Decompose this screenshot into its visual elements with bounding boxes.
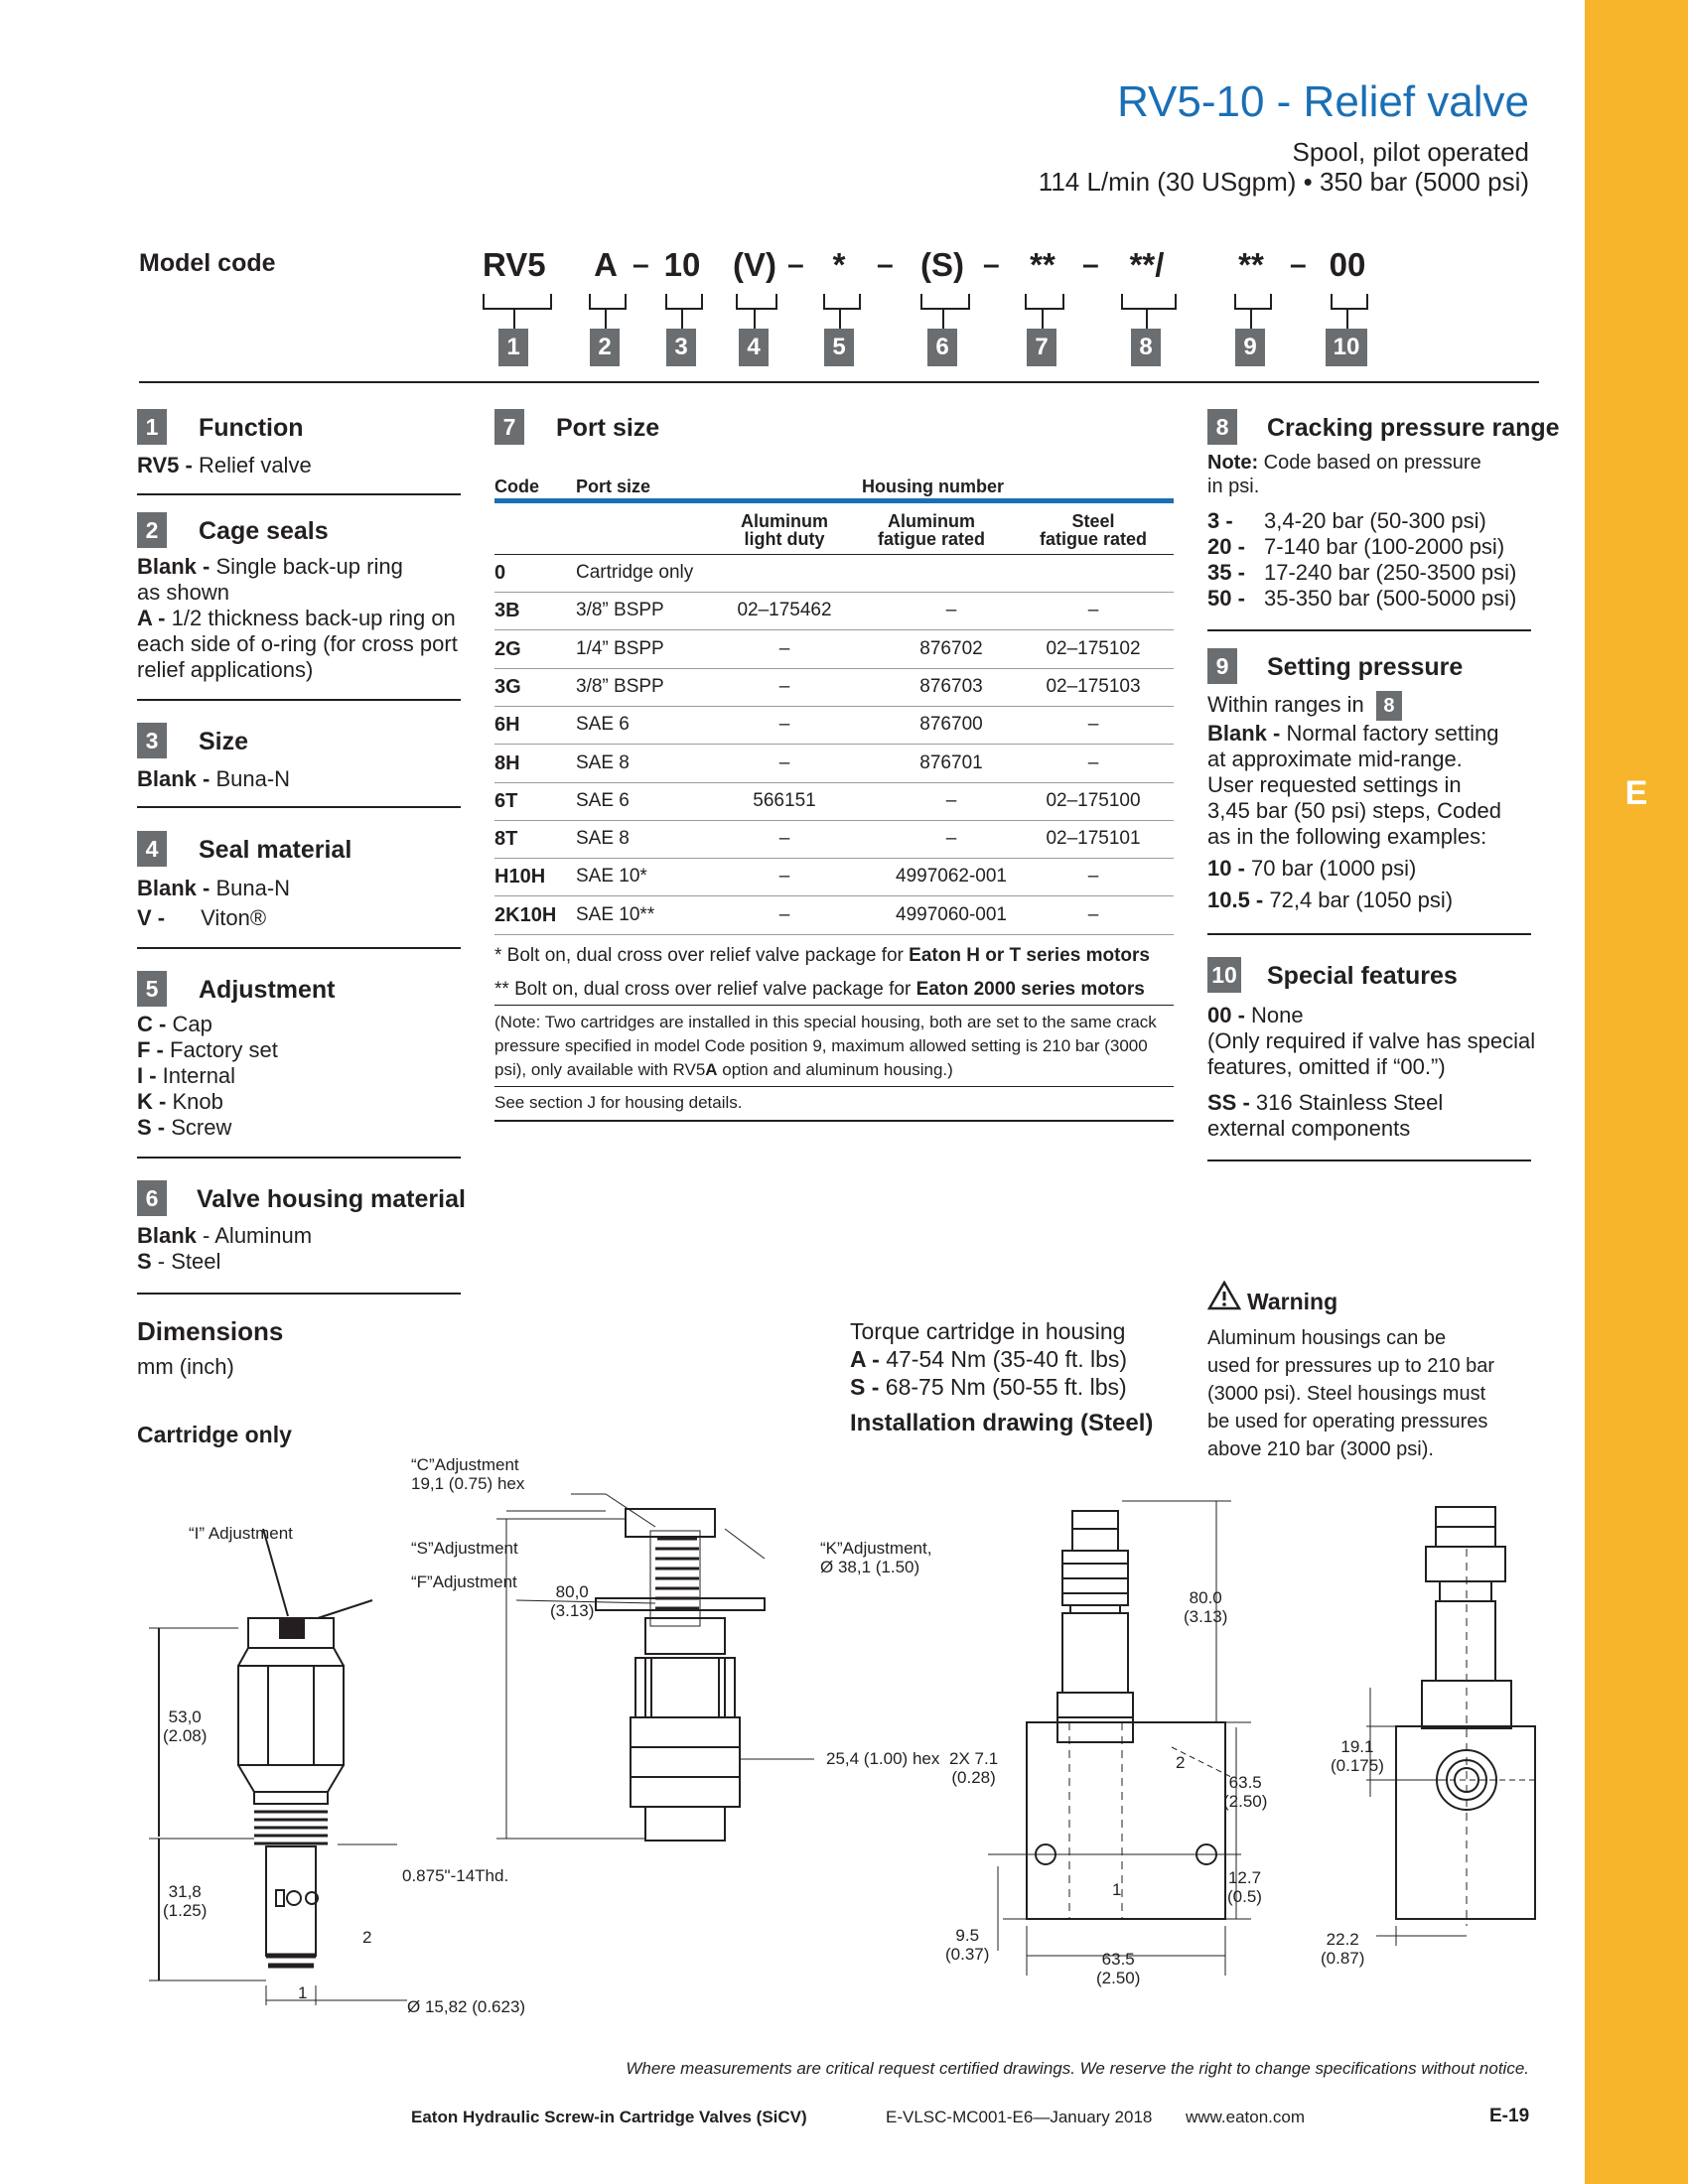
model-code-token-6: (S)	[920, 246, 964, 283]
housing-material-text: Blank - Aluminum S - Steel	[137, 1223, 313, 1274]
model-code-bracket	[1121, 294, 1177, 310]
label-thread: 0.875"-14Thd.	[402, 1866, 509, 1885]
section-8-badge: 8	[1207, 409, 1237, 445]
table-cell-code: 8H	[494, 751, 520, 774]
cracking-list: 3 - 3,4-20 bar (50-300 psi) 20 - 7-140 bar (100-2000 psi) 35 - 17-240 bar (250-3500 psi) 50 - 35-350 bar (500-5000 psi)	[1207, 508, 1517, 611]
port-table-bottom-rule	[494, 1120, 1174, 1122]
model-code-token-7: **	[1030, 246, 1055, 283]
table-cell-al_light: –	[778, 675, 790, 697]
port-table-row-rule	[494, 668, 1174, 669]
cracking-note: Note: Code based on pressure in psi.	[1207, 452, 1481, 497]
port-table-sub-steel: Steel fatigue rated	[1039, 511, 1148, 549]
section-10-badge: 10	[1207, 957, 1241, 993]
side-tab	[1585, 0, 1688, 2184]
port-table-row-rule	[494, 706, 1174, 707]
section-divider	[137, 493, 461, 495]
model-code-token-10: 00	[1329, 246, 1366, 283]
port-table-see-section: See section J for housing details.	[494, 1093, 743, 1112]
model-code-stem	[1042, 310, 1044, 329]
section-function-title: Function	[199, 414, 304, 442]
dim-steel-63-5: 63.5 (2.50)	[1223, 1773, 1268, 1811]
section-cage-seals-title: Cage seals	[199, 517, 329, 545]
model-code-position-6: 6	[927, 329, 957, 366]
adjustment-cartridge-drawing	[496, 1494, 814, 1841]
port-table-sub-al-light: Aluminum light duty	[741, 511, 828, 549]
table-cell-port: Cartridge only	[576, 562, 694, 583]
label-port-2: 2	[362, 1928, 372, 1947]
table-cell-code: H10H	[494, 866, 546, 888]
model-code-dash: –	[1290, 248, 1307, 281]
dim-steel-22-2: 22.2 (0.87)	[1321, 1930, 1365, 1968]
model-code-bracket	[1025, 294, 1064, 310]
model-code-token-1: RV5	[483, 246, 546, 283]
model-code-position-5: 5	[824, 329, 854, 366]
dimensions-units: mm (inch)	[137, 1354, 234, 1379]
model-code-bracket	[665, 294, 703, 310]
port-table-col-code: Code	[494, 477, 539, 496]
section-divider	[137, 699, 461, 701]
section-special-title: Special features	[1267, 962, 1458, 990]
model-code-dash: –	[983, 248, 1000, 281]
size-text: Blank - Buna-N	[137, 766, 291, 791]
section-cracking-title: Cracking pressure range	[1267, 414, 1560, 442]
cage-seals-text: Blank - Single back-up ring as shown A - 1/2 thickness back-up ring on each side of o-ring (for cross port relief applications)	[137, 554, 458, 682]
section-7-badge: 7	[494, 409, 524, 445]
table-cell-al_fat: 4997062-001	[896, 866, 1007, 887]
dim-steel-80: 80.0 (3.13)	[1184, 1588, 1228, 1626]
model-code-stem	[942, 310, 944, 329]
table-cell-code: 2K10H	[494, 903, 557, 926]
model-code-stem	[681, 310, 683, 329]
adjustment-list: C - Cap F - Factory set I - Internal K - Knob S - Screw	[137, 1012, 278, 1140]
model-code-bracket	[1331, 294, 1368, 310]
table-cell-al_light: –	[778, 637, 790, 659]
port-table-row-rule	[494, 1005, 1174, 1006]
table-cell-al_fat: 876700	[919, 714, 983, 736]
model-code-stem	[605, 310, 607, 329]
model-code-divider	[139, 381, 1539, 383]
table-cell-port: SAE 8	[576, 828, 630, 850]
section-1-badge: 1	[137, 409, 167, 445]
port-table-row-rule	[494, 554, 1174, 555]
table-cell-port: SAE 6	[576, 714, 630, 736]
table-cell-al_light: –	[778, 903, 790, 925]
port-table-row-rule	[494, 1086, 1174, 1087]
table-cell-steel: –	[1087, 903, 1099, 925]
section-6-badge: 6	[137, 1180, 167, 1216]
section-port-size-title: Port size	[556, 414, 660, 442]
table-cell-al_light: –	[778, 751, 790, 773]
section-3-badge: 3	[137, 723, 167, 758]
model-code-dash: –	[633, 248, 649, 281]
cartridge-only-label: Cartridge only	[137, 1422, 292, 1447]
table-cell-al_fat: 4997060-001	[896, 903, 1007, 925]
model-code-token-9: **	[1238, 246, 1264, 283]
dim-53: 53,0 (2.08)	[163, 1707, 208, 1745]
footer-disclaimer: Where measurements are critical request certified drawings. We reserve the right to change specifications without notice.	[626, 2059, 1529, 2078]
port-table-row-rule	[494, 895, 1174, 896]
footer-page-number: E-19	[1489, 2106, 1530, 2126]
port-table-row-rule	[494, 820, 1174, 821]
dim-steel-12-7: 12.7 (0.5)	[1227, 1868, 1262, 1906]
table-cell-steel: –	[1087, 714, 1099, 736]
model-code-position-1: 1	[498, 329, 528, 366]
dim-steel-19-1: 19.1 (0.175)	[1331, 1737, 1384, 1775]
model-code-position-3: 3	[666, 329, 696, 366]
port-table-row-rule	[494, 858, 1174, 859]
model-code-bracket	[589, 294, 627, 310]
table-cell-port: SAE 8	[576, 751, 630, 773]
installation-front-drawing	[988, 1501, 1251, 1976]
footer-book-title: Eaton Hydraulic Screw-in Cartridge Valves (SiCV)	[411, 2108, 807, 2126]
table-cell-code: 3G	[494, 675, 521, 698]
label-port-1: 1	[298, 1983, 308, 2002]
port-table-note: (Note: Two cartridges are installed in this special housing, both are set to the same crack pressure specified in model Code position 9, maximum allowed setting is 210 bar (3000 psi), only available with RV5A option and aluminum housing.)	[494, 1013, 1157, 1079]
port-table-sub-al-fatigue: Aluminum fatigue rated	[877, 511, 986, 549]
section-divider	[137, 806, 461, 808]
table-cell-port: SAE 6	[576, 789, 630, 811]
label-f-adjustment: “F”Adjustment	[411, 1572, 517, 1591]
model-code-dash: –	[787, 248, 804, 281]
port-table-accent-rule	[494, 498, 1174, 503]
warning-title: Warning	[1247, 1289, 1338, 1314]
table-cell-code: 6T	[494, 789, 518, 812]
section-housing-material-title: Valve housing material	[197, 1185, 466, 1213]
port-table-row-rule	[494, 782, 1174, 783]
table-cell-port: SAE 10**	[576, 903, 655, 925]
port-table-row-rule	[494, 592, 1174, 593]
table-cell-steel: –	[1087, 751, 1099, 773]
model-code-position-4: 4	[739, 329, 769, 366]
installation-drawing-title: Installation drawing (Steel)	[850, 1410, 1154, 1436]
table-cell-al_light: –	[778, 828, 790, 850]
section-5-badge: 5	[137, 971, 167, 1007]
label-diameter: Ø 15,82 (0.623)	[407, 1997, 526, 2016]
model-code-bracket	[1234, 294, 1272, 310]
model-code-dash: –	[1082, 248, 1099, 281]
section-divider	[1207, 629, 1531, 631]
label-i-adjustment: “I” Adjustment	[189, 1524, 293, 1543]
setting-text: Blank - Normal factory setting at approximate mid-range. User requested settings in 3,45 bar (50 psi) steps, Coded as in the following examples: 10 - 70 bar (1000 psi) 10.5 - 72,4 bar (1050 psi)	[1207, 721, 1501, 912]
special-text: 00 - None (Only required if valve has special features, omitted if “00.”) SS - 316 Stainless Steel external components	[1207, 1003, 1536, 1141]
footer-doc-id: E-VLSC-MC001-E6—January 2018	[886, 2108, 1153, 2126]
footer-url[interactable]: www.eaton.com	[1186, 2108, 1305, 2126]
port-table-row-rule	[494, 629, 1174, 630]
subtitle-line-1: Spool, pilot operated	[1292, 137, 1529, 167]
table-cell-al_light: –	[778, 866, 790, 887]
model-code-token-3: 10	[663, 246, 701, 283]
model-code-bracket	[823, 294, 861, 310]
section-size-title: Size	[199, 728, 249, 755]
port-table-row-rule	[494, 934, 1174, 935]
table-cell-code: 0	[494, 562, 506, 584]
section-divider	[137, 1157, 461, 1159]
model-code-token-5: *	[832, 246, 846, 283]
model-code-stem	[1250, 310, 1252, 329]
table-cell-al_fat: –	[945, 789, 957, 811]
label-steel-port-2: 2	[1176, 1753, 1186, 1772]
dim-80: 80,0 (3.13)	[550, 1582, 595, 1620]
model-code-stem	[1346, 310, 1348, 329]
dim-31-8: 31,8 (1.25)	[163, 1882, 208, 1920]
section-divider	[1207, 1160, 1531, 1161]
section-9-badge: 9	[1207, 648, 1237, 684]
table-cell-al_light: 02–175462	[737, 600, 832, 621]
label-hex: 25,4 (1.00) hex	[826, 1749, 940, 1768]
table-cell-al_fat: 876702	[919, 637, 983, 659]
model-code-position-8: 8	[1131, 329, 1161, 366]
table-cell-al_fat: 876703	[919, 675, 983, 697]
warning-text: Aluminum housings can be used for pressures up to 210 bar (3000 psi). Steel housings must be used for operating pressures above 210 bar (3000 psi).	[1207, 1327, 1495, 1460]
table-cell-code: 8T	[494, 828, 518, 851]
table-cell-steel: 02–175103	[1046, 675, 1141, 697]
model-code-bracket	[920, 294, 970, 310]
installation-side-drawing	[1366, 1507, 1539, 1946]
table-cell-al_fat: –	[945, 828, 957, 850]
table-cell-al_light: –	[778, 714, 790, 736]
setting-ref-badge: 8	[1376, 691, 1402, 721]
port-table-footnote-1: * Bolt on, dual cross over relief valve package for Eaton H or T series motors	[494, 945, 1150, 966]
section-divider	[137, 1293, 461, 1295]
model-code-position-9: 9	[1235, 329, 1265, 366]
label-k-adjustment: “K”Adjustment, Ø 38,1 (1.50)	[820, 1539, 932, 1576]
table-cell-code: 6H	[494, 714, 520, 737]
table-cell-steel: 02–175102	[1046, 637, 1141, 659]
model-code-bracket	[736, 294, 777, 310]
model-code-position-10: 10	[1326, 329, 1367, 366]
table-cell-code: 2G	[494, 637, 521, 660]
table-cell-port: 1/4” BSPP	[576, 637, 664, 659]
model-code-bracket	[483, 294, 552, 310]
warning-icon	[1207, 1281, 1241, 1310]
label-steel-port-1: 1	[1112, 1880, 1122, 1899]
setting-within: Within ranges in 8	[1207, 691, 1402, 721]
model-code-token-4: (V)	[733, 246, 776, 283]
table-cell-code: 3B	[494, 600, 520, 622]
table-cell-al_light: 566151	[753, 789, 816, 811]
section-divider	[137, 947, 461, 949]
table-cell-port: 3/8” BSPP	[576, 675, 664, 697]
model-code-stem	[1146, 310, 1148, 329]
dim-steel-bottom-63-5: 63.5 (2.50)	[1096, 1950, 1141, 1987]
section-4-badge: 4	[137, 831, 167, 867]
subtitle-line-2: 114 L/min (30 USgpm) • 350 bar (5000 psi)	[1038, 167, 1529, 197]
label-c-adjustment: “C”Adjustment 19,1 (0.75) hex	[411, 1455, 525, 1493]
table-cell-steel: –	[1087, 600, 1099, 621]
section-divider	[1207, 933, 1531, 935]
port-table-col-port: Port size	[576, 477, 651, 496]
port-table-col-housing: Housing number	[862, 477, 1004, 496]
dim-2x-7-1: 2X 7.1 (0.28)	[949, 1749, 999, 1787]
table-cell-port: 3/8” BSPP	[576, 600, 664, 621]
label-s-adjustment: “S”Adjustment	[411, 1539, 518, 1558]
page-title: RV5-10 - Relief valve	[1117, 77, 1529, 126]
section-2-badge: 2	[137, 512, 167, 548]
model-code-position-2: 2	[590, 329, 620, 366]
dimensions-title: Dimensions	[137, 1316, 284, 1346]
function-line: RV5 - Relief valve	[137, 453, 312, 478]
port-table-footnote-2: ** Bolt on, dual cross over relief valve package for Eaton 2000 series motors	[494, 979, 1145, 1000]
model-code-position-7: 7	[1027, 329, 1056, 366]
seal-material-text: Blank - Buna-N V - Viton®	[137, 876, 291, 930]
table-cell-al_fat: –	[945, 600, 957, 621]
torque-text: Torque cartridge in housing A - 47-54 Nm (35-40 ft. lbs) S - 68-75 Nm (50-55 ft. lbs)	[850, 1318, 1128, 1400]
port-table-row-rule	[494, 744, 1174, 745]
section-seal-material-title: Seal material	[199, 836, 352, 864]
model-code-token-2: A	[594, 246, 618, 283]
model-code-token-8: **/	[1129, 246, 1165, 283]
model-code-stem	[839, 310, 841, 329]
table-cell-steel: 02–175100	[1046, 789, 1141, 811]
dim-steel-9-5: 9.5 (0.37)	[945, 1926, 990, 1964]
side-tab-letter: E	[1624, 774, 1648, 812]
table-cell-port: SAE 10*	[576, 866, 647, 887]
table-cell-al_fat: 876701	[919, 751, 983, 773]
page-subtitle	[1039, 137, 1529, 197]
model-code-dash: –	[877, 248, 894, 281]
section-setting-title: Setting pressure	[1267, 653, 1464, 681]
model-code-label: Model code	[139, 249, 276, 277]
table-cell-steel: –	[1087, 866, 1099, 887]
model-code-stem	[513, 310, 515, 329]
table-cell-steel: 02–175101	[1046, 828, 1141, 850]
section-adjustment-title: Adjustment	[199, 976, 336, 1004]
model-code-stem	[754, 310, 756, 329]
